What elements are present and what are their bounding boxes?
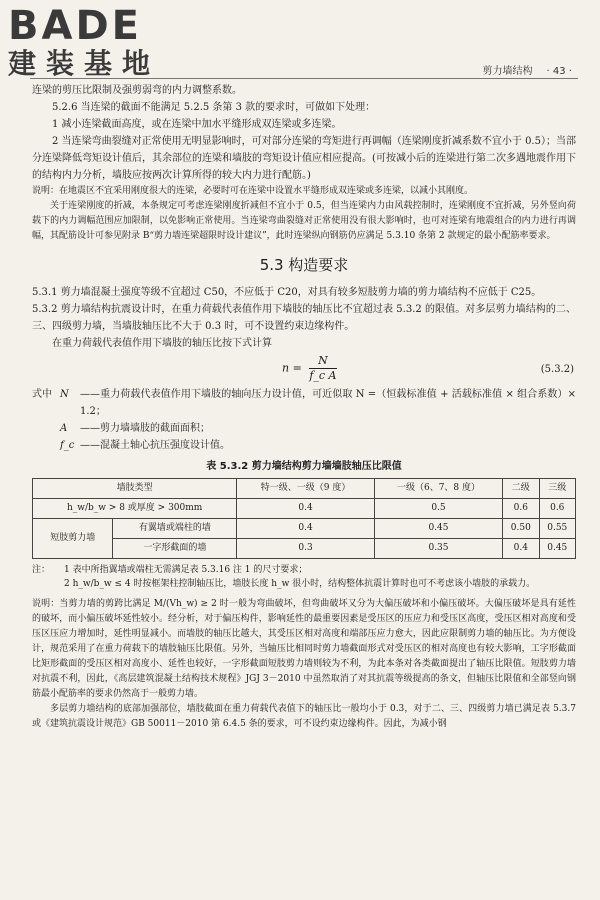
formula-intro: 在重力荷载代表值作用下墙肢的轴压比按下式计算 xyxy=(52,338,272,349)
table-notes xyxy=(32,563,576,591)
table-cell: 0.35 xyxy=(374,539,502,559)
table-cell: 0.6 xyxy=(539,499,575,519)
where-row xyxy=(32,386,576,420)
page-body xyxy=(32,82,576,732)
table-row xyxy=(33,499,576,519)
where-symbol: N xyxy=(60,389,69,400)
table-header-cell: 一级（6、7、8 度） xyxy=(374,479,502,499)
table-row xyxy=(33,539,576,559)
header-rule xyxy=(30,78,578,79)
where-row xyxy=(32,437,576,454)
where-label xyxy=(32,437,60,454)
formula-number: (5.3.2) xyxy=(540,364,574,375)
section-heading: 5.3 构造要求 xyxy=(259,256,349,274)
table-header-cell: 特一级、一级（9 度） xyxy=(237,479,375,499)
formula xyxy=(32,352,576,386)
note-text: 2 h_w/b_w ≤ 4 时按框架柱控制轴压比，墙肢长度 h_w 很小时，结构整体抗震计算时也可不考虑该小墙肢的承载力。 xyxy=(64,579,536,589)
explanation-paragraph: 多层剪力墙结构的底部加强部位，墙肢截面在重力荷载代表值下的轴压比一般均小于 0.3，对于二、三、四级剪力墙已满足表 5.3.7 或《建筑抗震设计规范》GB 50011－2010 第 6.4.5 条的要求，可不设约束边缘构件。因此，为减小钢 xyxy=(32,704,576,729)
formula-denominator: f_c A xyxy=(309,369,337,382)
where-text: ——重力荷载代表值作用下墙肢的轴向压力设计值，可近似取 N =（恒载标准值 + 活载标准值 × 组合系数）× 1.2； xyxy=(80,389,576,417)
where-label xyxy=(32,420,60,437)
table-header-cell: 墙肢类型 xyxy=(33,479,237,499)
table-cell: 0.4 xyxy=(237,499,375,519)
where-row xyxy=(32,420,576,437)
note-row xyxy=(32,577,576,591)
clause-5-2-6-item-1: 1 减小连梁截面高度，或在连梁中加水平缝形成双连梁或多连梁。 xyxy=(52,119,342,130)
where-text: ——混凝土轴心抗压强度设计值。 xyxy=(80,440,230,451)
table-group-label: 短肢剪力墙 xyxy=(33,519,113,559)
clause-5-3-1: 5.3.1 剪力墙混凝土强度等级不宜超过 C50，不应低于 C20，对具有较多短肢剪力墙的剪力墙结构不应低于 C25。 xyxy=(32,287,542,298)
commentary-paragraph: 关于连梁刚度的折减，本条规定可考虑连梁刚度折减但不宜小于 0.5，但当连梁内力由风载控制时，连梁刚度不宜折减，另外竖向荷载下的内力调幅范围应加限制，以免影响正常使用。当连梁弯曲裂缝对正常使用没有很大影响时，也可对连梁有地震组合的内力进行再调幅，其配筋设计可参见附录 B“剪力墙连梁超限时设计建议”，此时连梁纵向钢筋仍应满足 5.3.10 条第 2 款规定的最小配筋率要求。 xyxy=(32,201,576,241)
publisher-logo xyxy=(8,3,188,80)
table-header-cell: 二级 xyxy=(503,479,539,499)
commentary-note: 说明：在地震区不宜采用刚度很大的连梁，必要时可在连梁中设置水平缝形成双连梁或多连梁，以减小其刚度。 xyxy=(32,186,474,196)
axial-ratio-table xyxy=(32,478,576,559)
table-cell: 0.4 xyxy=(503,539,539,559)
table-header-row xyxy=(33,479,576,499)
notes-label: 注： xyxy=(32,565,51,575)
table-cell: 0.45 xyxy=(539,539,575,559)
table-cell: 0.5 xyxy=(374,499,502,519)
table-cell: 0.50 xyxy=(503,519,539,539)
formula-numerator: N xyxy=(309,354,336,369)
explanation-paragraph: 说明：当剪力墙的剪跨比满足 M/(Vh_w) ≥ 2 时一般为弯曲破坏，但弯曲破坏又分为大偏压破坏和小偏压破坏。大偏压破坏是具有延性的破坏，而小偏压破坏延性较小。经分析，对于偏压构件，影响延性的最重要因素是受压区的压应力和受压区高度，受压区相对高度和受压区压应力增加时，延性明显减小。而墙肢的轴压比越大，其受压区相对高度和端部压应力愈大，因此应限制剪力墙的轴压比。为方便设计，规范采用了在重力荷载下的墙肢轴压比限值。另外，当轴压比相同时剪力墙截面形式对受压区的相对高度也有较大影响，工字形截面比矩形截面的受压区相对高度小、延性也较好，一字形截面短肢剪力墙则较为不利，为此本条对各类截面提出了轴压比限值。短肢剪力墙对抗震不利，因此，《高层建筑混凝土结构技术规程》JGJ 3－2010 中虽然取消了对其抗震等级提高的条文，但轴压比限值和全部竖向钢筋最小配筋率的要求仍然高于一般剪力墙。 xyxy=(32,599,576,699)
table-caption: 表 5.3.2 剪力墙结构剪力墙墙肢轴压比限值 xyxy=(206,461,402,472)
formula-fraction xyxy=(309,354,336,383)
where-label: 式中 xyxy=(32,389,52,400)
table-cell: 0.4 xyxy=(237,519,375,539)
paragraph-continuation: 连梁的剪压比限制及强剪弱弯的内力调整系数。 xyxy=(32,85,242,96)
table-row-label: 一字形截面的墙 xyxy=(113,539,237,559)
table-row-label: 有翼墙或端柱的墙 xyxy=(113,519,237,539)
where-symbol: f_c xyxy=(60,440,75,451)
table-cell: 0.45 xyxy=(374,519,502,539)
table-cell: 0.3 xyxy=(237,539,375,559)
page-number: · 43 · xyxy=(546,66,572,77)
running-header xyxy=(483,62,572,77)
where-symbol: A xyxy=(60,423,68,434)
note-spacer xyxy=(32,577,64,591)
table-cell: 0.6 xyxy=(503,499,539,519)
where-text: ——剪力墙墙肢的截面面积； xyxy=(80,423,210,434)
note-row xyxy=(32,563,576,577)
logo-latin: BADE xyxy=(8,3,142,49)
table-cell: 0.55 xyxy=(539,519,575,539)
table-row xyxy=(33,519,576,539)
note-text: 1 表中所指翼墙或端柱无需满足表 5.3.16 注 1 的尺寸要求； xyxy=(64,565,308,575)
clause-5-3-2: 5.3.2 剪力墙结构抗震设计时，在重力荷载代表值作用下墙肢的轴压比不宜超过表 5.3.2 的限值。对多层剪力墙结构的二、三、四级剪力墙，当墙肢轴压比不大于 0.3 时，可不设置约束边缘构件。 xyxy=(32,304,576,332)
table-row-label: h_w/b_w > 8 或厚度 > 300mm xyxy=(33,499,237,519)
table-header-cell: 三级 xyxy=(539,479,575,499)
chapter-title: 剪力墙结构 xyxy=(482,66,533,77)
clause-5-2-6-item-2: 2 当连梁弯曲裂缝对正常使用无明显影响时，可对部分连梁的弯矩进行再调幅（连梁刚度折减系数不宜小于 0.5）；当部分连梁降低弯矩设计值后，其余部位的连梁和墙肢的弯矩设计值应相应提高。(可按减小后的连梁进行第二次多遇地震作用下的结构内力分析，墙肢应按两次计算所得的较大内力进行配筋。) xyxy=(32,136,576,181)
formula-lhs: n = xyxy=(282,361,302,375)
logo-chinese: 建装基地 xyxy=(8,47,161,80)
formula-expression xyxy=(282,354,337,383)
clause-5-2-6: 5.2.6 当连梁的截面不能满足 5.2.5 条第 3 款的要求时，可做如下处理： xyxy=(52,102,376,113)
